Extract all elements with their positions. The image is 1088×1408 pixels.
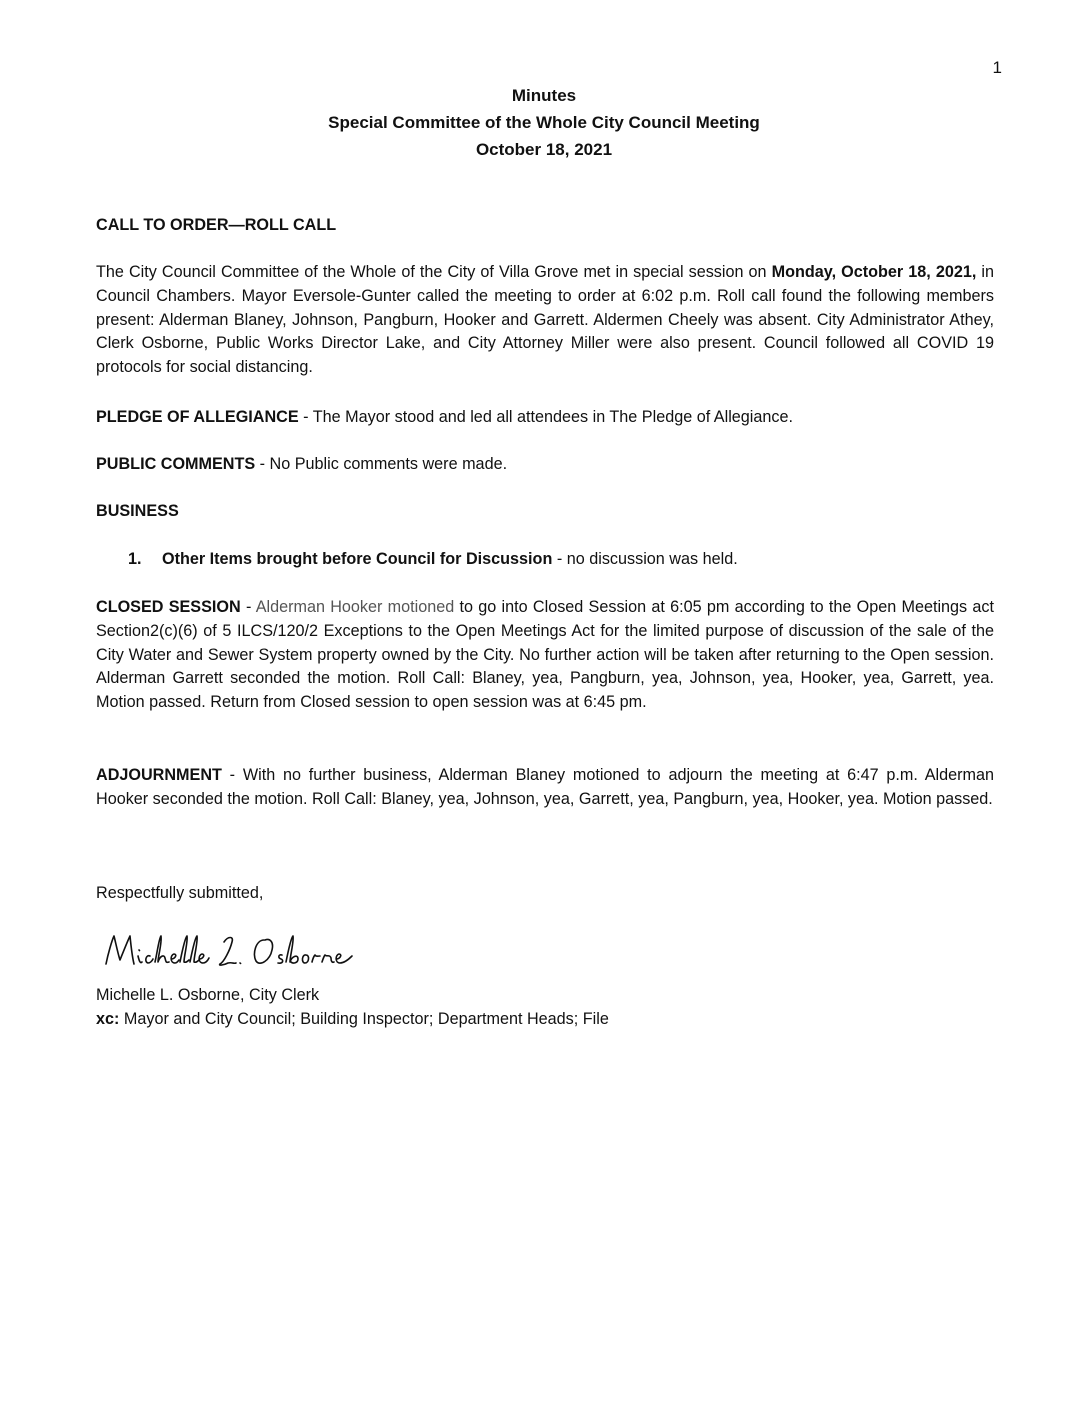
- meeting-date: October 18, 2021: [475, 140, 613, 159]
- closed-session-label: CLOSED SESSION: [96, 598, 241, 616]
- document-title: Minutes: [511, 86, 577, 105]
- meeting-date-bold: Monday, October 18, 2021,: [771, 263, 977, 281]
- signer-name: Michelle L. Osborne, City Clerk: [96, 986, 320, 1004]
- public-comments-text: - No Public comments were made.: [255, 455, 508, 473]
- business-item: [128, 548, 988, 572]
- call-to-order-text-b: in Council Chambers. Mayor Eversole-Gunter called the meeting to order at 6:02 p.m. Roll call found the following members present: Alderman Blaney, Johnson, Pangburn, Hooker and Garrett. Aldermen Cheely was absent. City Administrator Athey, Clerk Osborne, Public Works Director Lake, and City Attorney Miller were also present. Council followed all COVID 19 protocols for social distancing.: [96, 263, 995, 377]
- closed-session-paragraph: [96, 596, 994, 715]
- adjournment-text: - With no further business, Alderman Blaney motioned to adjourn the meeting at 6:47 p.m. Alderman Hooker seconded the motion. Roll Call: Blaney, yea, Johnson, yea, Garrett, yea, Pangburn, yea, Hooker, yea. Motion passed.: [96, 766, 994, 808]
- call-to-order-heading: CALL TO ORDER—ROLL CALL: [96, 216, 337, 234]
- business-item-title: Other Items brought before Council for Discussion: [162, 550, 553, 568]
- pledge-paragraph: [96, 406, 994, 430]
- pledge-text: - The Mayor stood and led all attendees in The Pledge of Allegiance.: [298, 408, 793, 426]
- business-heading: BUSINESS: [96, 502, 179, 520]
- public-comments-label: PUBLIC COMMENTS: [96, 455, 256, 473]
- closed-session-motion: Alderman Hooker motioned: [255, 598, 455, 616]
- xc-label: xc:: [96, 1010, 120, 1028]
- business-item-text: - no discussion was held.: [552, 550, 738, 568]
- xc-line: [96, 1008, 994, 1032]
- call-to-order-text-a: The City Council Committee of the Whole of the City of Villa Grove met in special session on: [96, 263, 772, 281]
- xc-recipients: Mayor and City Council; Building Inspector; Department Heads; File: [119, 1010, 609, 1028]
- salutation: Respectfully submitted,: [96, 884, 264, 902]
- call-to-order-paragraph: [96, 261, 994, 380]
- signature-image: [100, 926, 360, 974]
- adjournment-paragraph: [96, 764, 994, 812]
- closed-session-text: to go into Closed Session at 6:05 pm according to the Open Meetings act Section2(c)(6) of 5 ILCS/120/2 Exceptions to the Open Meetings Act for the limited purpose of discussion of the sale of the City Water and Sewer System property owned by the City. No further action will be taken after returning to the Open session. Alderman Garrett seconded the motion. Roll Call: Blaney, yea, Pangburn, yea, Johnson, yea, Hooker, yea, Garrett, yea. Motion passed. Return from Closed session to open session was at 6:45 pm.: [96, 598, 995, 712]
- adjournment-label: ADJOURNMENT: [96, 766, 222, 784]
- business-item-number: 1.: [128, 550, 142, 568]
- closed-session-dash: -: [240, 598, 256, 616]
- public-comments-paragraph: [96, 453, 994, 477]
- page-number: 1: [992, 58, 1002, 77]
- pledge-label: PLEDGE OF ALLEGIANCE: [96, 408, 299, 426]
- meeting-name: Special Committee of the Whole City Council Meeting: [328, 113, 760, 132]
